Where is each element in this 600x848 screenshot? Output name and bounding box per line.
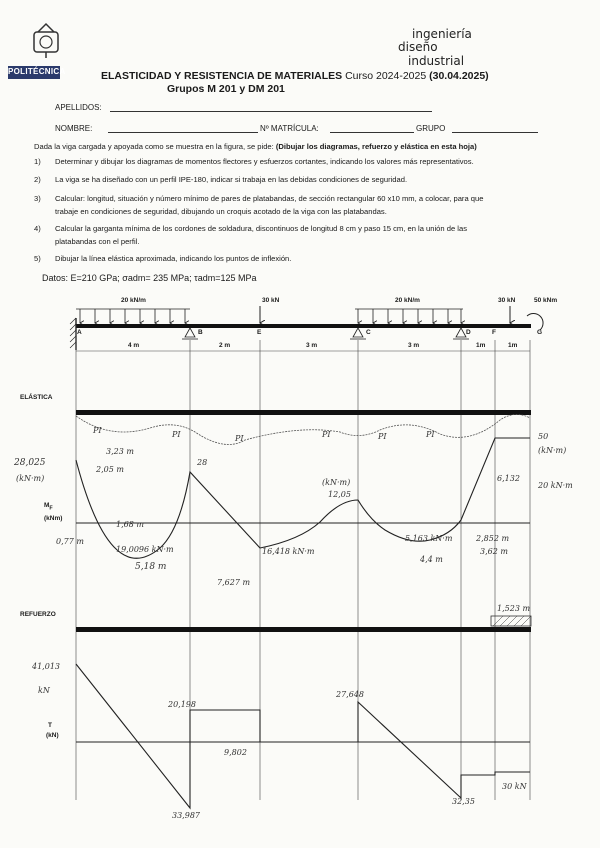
intro-bold-text: (Dibujar los diagramas, refuerzo y elástica en esta hoja) bbox=[275, 142, 477, 151]
task-number: 1) bbox=[34, 157, 41, 166]
moment-g-label: 50 kNm bbox=[534, 297, 558, 304]
moment-value-g: 50 bbox=[538, 432, 549, 441]
moment-dim: 3,23 m bbox=[106, 447, 134, 456]
moment-value-f: 20 kN·m bbox=[538, 481, 573, 490]
shear-units: (kN) bbox=[46, 732, 59, 739]
shear-value-e: 9,802 bbox=[224, 748, 247, 757]
node-a: A bbox=[77, 329, 82, 336]
span-5: 1m bbox=[476, 342, 486, 349]
task-text: Calcular: longitud, situación y número mínimo de pares de platabandas, de sección rectangular 60 x10 mm, a colocar, para que bbox=[55, 194, 484, 203]
task-number: 2) bbox=[34, 175, 41, 184]
shear-value-a: 41,013 bbox=[32, 662, 60, 671]
shear-curve bbox=[76, 664, 530, 808]
task-number: 4) bbox=[34, 224, 41, 233]
name-label: NOMBRE: bbox=[55, 124, 93, 133]
moment-units-note: (kN·m) bbox=[322, 478, 351, 487]
course-year: Curso 2024-2025 bbox=[345, 70, 427, 82]
intro-text: Dada la viga cargada y apoyada como se muestra en la figura, se pide: bbox=[34, 142, 274, 151]
beam bbox=[76, 324, 531, 328]
moment-value-min-1: 19,0096 kN·m bbox=[116, 545, 174, 554]
reinforcement-beam bbox=[76, 627, 531, 632]
moment-dim: 4,4 m bbox=[420, 555, 443, 564]
moment-curve bbox=[76, 438, 530, 558]
moment-symbol: M bbox=[44, 502, 50, 509]
task-number: 3) bbox=[34, 194, 41, 203]
moment-value-b: 28 bbox=[197, 458, 208, 467]
load-dist1-label: 20 kN/m bbox=[121, 297, 146, 304]
wall-hatch bbox=[70, 318, 76, 348]
university-name: POLITÉCNICA bbox=[8, 66, 60, 79]
shear-label: T bbox=[48, 722, 52, 729]
distributed-load-2 bbox=[355, 309, 463, 323]
moment-value-min-2: 5,163 kN·m bbox=[405, 534, 453, 543]
support-c bbox=[350, 328, 366, 339]
node-c: C bbox=[366, 329, 371, 336]
span-1: 4 m bbox=[128, 342, 140, 349]
moment-units: (kNm) bbox=[44, 515, 63, 522]
shear-value-c: 27,648 bbox=[336, 690, 364, 699]
school-logo-line-2: diseño bbox=[398, 40, 438, 54]
reinforcement-plate bbox=[491, 616, 531, 626]
exam-date: (30.04.2025) bbox=[429, 70, 489, 82]
moment-value-c: 12,05 bbox=[328, 490, 351, 499]
task-text: Determinar y dibujar los diagramas de momentos flectores y esfuerzos cortantes, indicando los valores más representativos. bbox=[55, 157, 474, 166]
node-d: D bbox=[466, 329, 471, 336]
moment-dim: 3,62 m bbox=[480, 547, 508, 556]
shear-value-min-b: 33,987 bbox=[172, 811, 200, 820]
distributed-load-1 bbox=[76, 309, 190, 323]
load-e-label: 30 kN bbox=[262, 297, 280, 304]
reinforcement-label: REFUERZO bbox=[20, 611, 56, 618]
shear-value-min-d: 32,35 bbox=[452, 797, 475, 806]
moment-dim: 6,132 bbox=[497, 474, 520, 483]
task-number: 5) bbox=[34, 254, 41, 263]
inflection-point: PI bbox=[378, 432, 387, 441]
school-logo-line-3: industrial bbox=[408, 54, 465, 68]
school-logo-line-1: ingeniería bbox=[412, 27, 472, 41]
data-line: Datos: E=210 GPa; σadm= 235 MPa; τadm=125 MPa bbox=[42, 273, 257, 283]
course-title: ELASTICIDAD Y RESISTENCIA DE MATERIALES bbox=[101, 70, 343, 82]
support-b bbox=[182, 328, 198, 339]
load-dist2-label: 20 kN/m bbox=[395, 297, 420, 304]
task-text: Dibujar la línea elástica aproximada, indicando los puntos de inflexión. bbox=[55, 254, 292, 263]
task-4-line-2: platabandas con el perfil. bbox=[55, 237, 140, 246]
group-label: GRUPO bbox=[416, 124, 446, 133]
moment-label bbox=[44, 502, 53, 511]
task-text: La viga se ha diseñado con un perfil IPE-180, indicar si trabaja en las debidas condiciones de seguridad. bbox=[55, 175, 408, 184]
shear-value-g: 30 kN bbox=[502, 782, 527, 791]
moment-subscript: F bbox=[49, 505, 53, 512]
elastic-beam bbox=[76, 410, 531, 415]
groups-label: Grupos M 201 y DM 201 bbox=[167, 83, 285, 95]
inflection-point: PI bbox=[322, 430, 331, 439]
node-b: B bbox=[198, 329, 203, 336]
elastic-label: ELÁSTICA bbox=[20, 394, 53, 401]
reinforcement-length: 1,523 m bbox=[497, 604, 531, 613]
plate-hatch bbox=[493, 616, 531, 626]
moment-dim: 5,18 m bbox=[135, 562, 167, 572]
elastic-curve bbox=[76, 414, 530, 444]
node-f: F bbox=[492, 329, 496, 336]
inflection-point: PI bbox=[93, 426, 102, 435]
id-label: Nº MATRÍCULA: bbox=[260, 124, 319, 133]
moment-dim: 7,627 m bbox=[217, 578, 251, 587]
moment-units-note: (kN·m) bbox=[538, 446, 567, 455]
moment-dim: 2,852 m bbox=[476, 534, 510, 543]
inflection-point: PI bbox=[235, 434, 244, 443]
span-2: 2 m bbox=[219, 342, 231, 349]
task-3-line-2: trabaje en condiciones de seguridad, dibujando un croquis acotado de la viga con las platabandas. bbox=[55, 207, 387, 216]
span-6: 1m bbox=[508, 342, 518, 349]
inflection-point: PI bbox=[426, 430, 435, 439]
moment-units-note: (kN·m) bbox=[16, 474, 45, 483]
moment-value-a: 28,025 bbox=[14, 458, 46, 468]
inflection-point: PI bbox=[172, 430, 181, 439]
span-3: 3 m bbox=[306, 342, 318, 349]
shear-units-note: kN bbox=[38, 686, 50, 695]
moment-dim: 0,77 m bbox=[56, 537, 84, 546]
moment-dim: 2,05 m bbox=[96, 465, 124, 474]
node-e: E bbox=[257, 329, 262, 336]
load-f-label: 30 kN bbox=[498, 297, 516, 304]
span-4: 3 m bbox=[408, 342, 420, 349]
moment-dim: 1,68 m bbox=[116, 520, 144, 529]
moment-value-e: 16,418 kN·m bbox=[262, 547, 315, 556]
surname-label: APELLIDOS: bbox=[55, 103, 102, 112]
shear-value-b: 20,198 bbox=[168, 700, 196, 709]
node-g: G bbox=[537, 329, 543, 336]
task-text: Calcular la garganta mínima de los cordones de soldadura, discontinuos de longitud 8 cm y paso 15 cm, en la unión de las bbox=[55, 224, 467, 233]
